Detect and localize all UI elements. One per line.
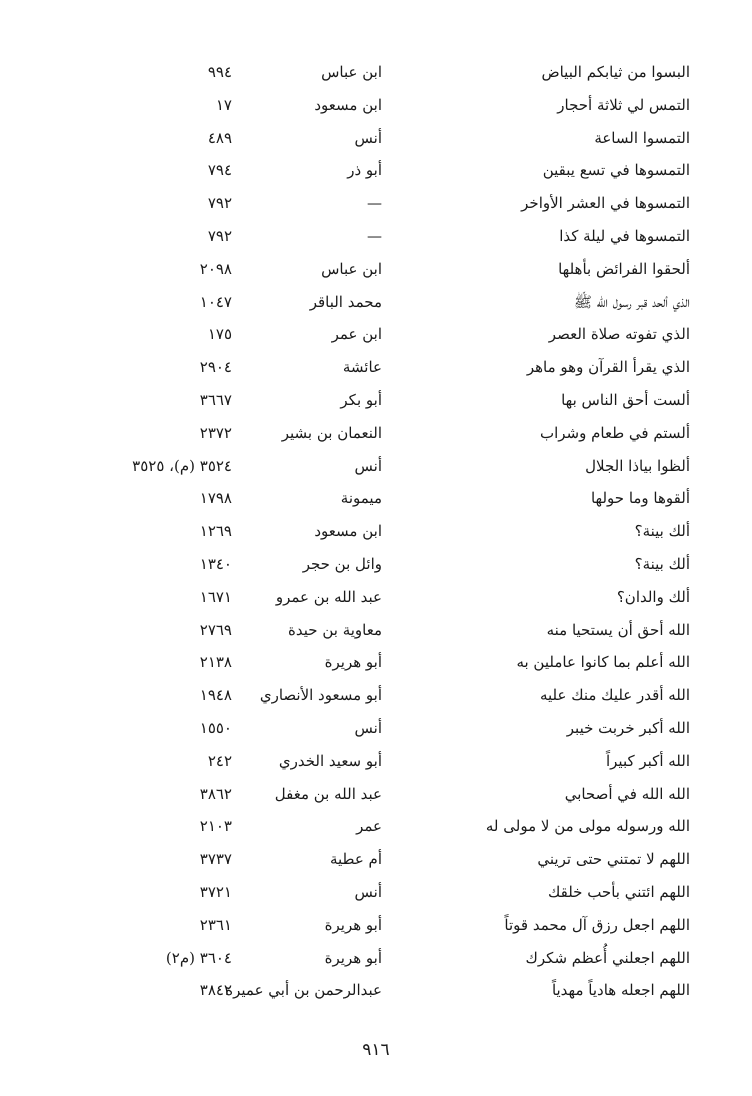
narrator-name: محمد الباقر bbox=[309, 292, 382, 311]
hadith-number: ١٧٥ bbox=[207, 325, 232, 344]
narrator-name: أبو بكر bbox=[340, 390, 382, 409]
narrator-name: ابن مسعود bbox=[314, 522, 382, 541]
index-row bbox=[0, 646, 752, 679]
hadith-text: ألك والدان؟ bbox=[616, 587, 690, 606]
hadith-text: اللهم اجعلني أُعظم شكرك bbox=[525, 948, 690, 967]
hadith-number: ٢٠٩٨ bbox=[199, 259, 232, 278]
narrator-name: أنس bbox=[354, 882, 382, 901]
index-row bbox=[0, 154, 752, 187]
narrator-name: أبو ذر bbox=[347, 161, 382, 180]
hadith-number: ٣٦٦٧ bbox=[199, 390, 232, 409]
hadith-text: الله أحق أن يستحيا منه bbox=[546, 620, 690, 639]
hadith-number: ٣٥٢٤ (م)، ٣٥٢٥ bbox=[132, 456, 232, 475]
index-row bbox=[0, 548, 752, 581]
hadith-text: اللهم اجعل رزق آل محمد قوتاً bbox=[504, 915, 690, 934]
index-row bbox=[0, 450, 752, 483]
narrator-name: — bbox=[367, 194, 382, 213]
hadith-text: ألقوها وما حولها bbox=[590, 489, 690, 508]
narrator-name: ابن عمر bbox=[331, 325, 382, 344]
index-row bbox=[0, 351, 752, 384]
index-row bbox=[0, 253, 752, 286]
hadith-text: اللهم اجعله هادياً مهدياً bbox=[551, 981, 690, 1000]
hadith-text: التمسوا الساعة bbox=[594, 128, 690, 147]
narrator-name: عمر bbox=[356, 817, 382, 836]
index-row bbox=[0, 56, 752, 89]
hadith-text: ألك بينة؟ bbox=[634, 554, 690, 573]
hadith-text: الذي يقرأ القرآن وهو ماهر bbox=[526, 358, 690, 377]
hadith-number: ٢٤٢ bbox=[207, 751, 232, 770]
index-row bbox=[0, 810, 752, 843]
narrator-name: ابن مسعود bbox=[314, 95, 382, 114]
hadith-text: التمسوها في ليلة كذا bbox=[559, 226, 690, 245]
hadith-text: التمسوها في العشر الأواخر bbox=[521, 194, 690, 213]
narrator-name: أبو هريرة bbox=[324, 915, 382, 934]
hadith-number: ٢١٠٣ bbox=[199, 817, 232, 836]
hadith-number: ١٣٤٠ bbox=[199, 554, 232, 573]
narrator-name: عائشة bbox=[342, 358, 382, 377]
hadith-text: ألك بينة؟ bbox=[634, 522, 690, 541]
index-row bbox=[0, 286, 752, 319]
index-row bbox=[0, 89, 752, 122]
hadith-number: ١٠٤٧ bbox=[199, 292, 232, 311]
narrator-name: أنس bbox=[354, 128, 382, 147]
index-row bbox=[0, 876, 752, 909]
hadith-text: الله أعلم بما كانوا عاملين به bbox=[516, 653, 690, 672]
index-row bbox=[0, 187, 752, 220]
hadith-number: ٣٨٤٢ bbox=[199, 981, 232, 1000]
index-row bbox=[0, 909, 752, 942]
hadith-number: ٢١٣٨ bbox=[199, 653, 232, 672]
narrator-name: أم عطية bbox=[329, 850, 382, 869]
narrator-name: عبد الله بن مغفل bbox=[274, 784, 382, 803]
hadith-number: ١٩٤٨ bbox=[199, 686, 232, 705]
index-row bbox=[0, 778, 752, 811]
hadith-number: ٢٣٦١ bbox=[199, 915, 232, 934]
index-row bbox=[0, 712, 752, 745]
page-number: ٩١٦ bbox=[362, 1040, 390, 1060]
hadith-number: ٢٣٧٢ bbox=[199, 423, 232, 442]
hadith-text: ألستم في طعام وشراب bbox=[539, 423, 690, 442]
hadith-number: ١٥٥٠ bbox=[199, 718, 232, 737]
hadith-text: الله أكبر كبيراً bbox=[605, 751, 690, 770]
hadith-text: ألست أحق الناس بها bbox=[561, 390, 690, 409]
narrator-name: أبو هريرة bbox=[324, 653, 382, 672]
index-row bbox=[0, 515, 752, 548]
index-row bbox=[0, 843, 752, 876]
narrator-name: وائل بن حجر bbox=[302, 554, 382, 573]
narrator-name: ميمونة bbox=[340, 489, 382, 508]
hadith-text: التمسوها في تسع يبقين bbox=[542, 161, 690, 180]
index-row bbox=[0, 679, 752, 712]
narrator-name: عبدالرحمن بن أبي عميرة bbox=[225, 981, 382, 1000]
hadith-number: ٣٧٢١ bbox=[199, 882, 232, 901]
hadith-text: ألحقوا الفرائض بأهلها bbox=[558, 259, 690, 278]
hadith-number: ٢٧٦٩ bbox=[199, 620, 232, 639]
hadith-number: ٣٧٣٧ bbox=[199, 850, 232, 869]
hadith-text: الله ورسوله مولى من لا مولى له bbox=[485, 817, 690, 836]
hadith-number: ٩٩٤ bbox=[207, 63, 232, 81]
index-row bbox=[0, 974, 752, 1007]
index-row bbox=[0, 417, 752, 450]
index-row bbox=[0, 942, 752, 975]
narrator-name: النعمان بن بشير bbox=[281, 423, 382, 442]
hadith-number: ٧٩٢ bbox=[207, 226, 232, 245]
hadith-text: اللهم لا تمتني حتى تريني bbox=[537, 850, 690, 869]
hadith-index-table bbox=[0, 56, 752, 1007]
narrator-name: ابن عباس bbox=[321, 63, 382, 81]
hadith-number: ٧٩٤ bbox=[207, 161, 232, 180]
narrator-name: أنس bbox=[354, 456, 382, 475]
narrator-name: أبو مسعود الأنصاري bbox=[259, 686, 382, 705]
hadith-number: ٢٩٠٤ bbox=[199, 358, 232, 377]
hadith-text: اللهم ائتني بأحب خلقك bbox=[547, 882, 690, 901]
index-row bbox=[0, 581, 752, 614]
hadith-text: البسوا من ثيابكم البياض bbox=[541, 63, 690, 81]
index-row bbox=[0, 220, 752, 253]
hadith-text: الله الله في أصحابي bbox=[564, 784, 690, 803]
narrator-name: — bbox=[367, 226, 382, 245]
hadith-number: ٧٩٢ bbox=[207, 194, 232, 213]
hadith-text: الله أقدر عليك منك عليه bbox=[539, 686, 690, 705]
index-row bbox=[0, 384, 752, 417]
hadith-number: ١٢٦٩ bbox=[199, 522, 232, 541]
narrator-name: عبد الله بن عمرو bbox=[275, 587, 382, 606]
index-row bbox=[0, 122, 752, 155]
hadith-number: ١٧٩٨ bbox=[199, 489, 232, 508]
narrator-name: أبو هريرة bbox=[324, 948, 382, 967]
hadith-number: ١٧ bbox=[215, 95, 232, 114]
hadith-number: ١٦٧١ bbox=[199, 587, 232, 606]
hadith-number: ٣٦٠٤ (م٢) bbox=[165, 948, 232, 967]
narrator-name: أنس bbox=[354, 718, 382, 737]
index-row bbox=[0, 614, 752, 647]
index-row bbox=[0, 482, 752, 515]
hadith-text: الذي تفوته صلاة العصر bbox=[548, 325, 690, 344]
index-row bbox=[0, 318, 752, 351]
index-row bbox=[0, 745, 752, 778]
narrator-name: ابن عباس bbox=[321, 259, 382, 278]
hadith-text: التمس لي ثلاثة أحجار bbox=[557, 95, 690, 114]
narrator-name: معاوية بن حيدة bbox=[288, 620, 382, 639]
hadith-number: ٤٨٩ bbox=[207, 128, 232, 147]
hadith-text: ألظوا بياذا الجلال bbox=[585, 456, 690, 475]
hadith-text: الذي ألحد قبر رسول الله ﷺ bbox=[573, 292, 690, 311]
narrator-name: أبو سعيد الخدري bbox=[278, 751, 382, 770]
hadith-number: ٣٨٦٢ bbox=[199, 784, 232, 803]
hadith-text: الله أكبر خربت خيبر bbox=[566, 718, 690, 737]
